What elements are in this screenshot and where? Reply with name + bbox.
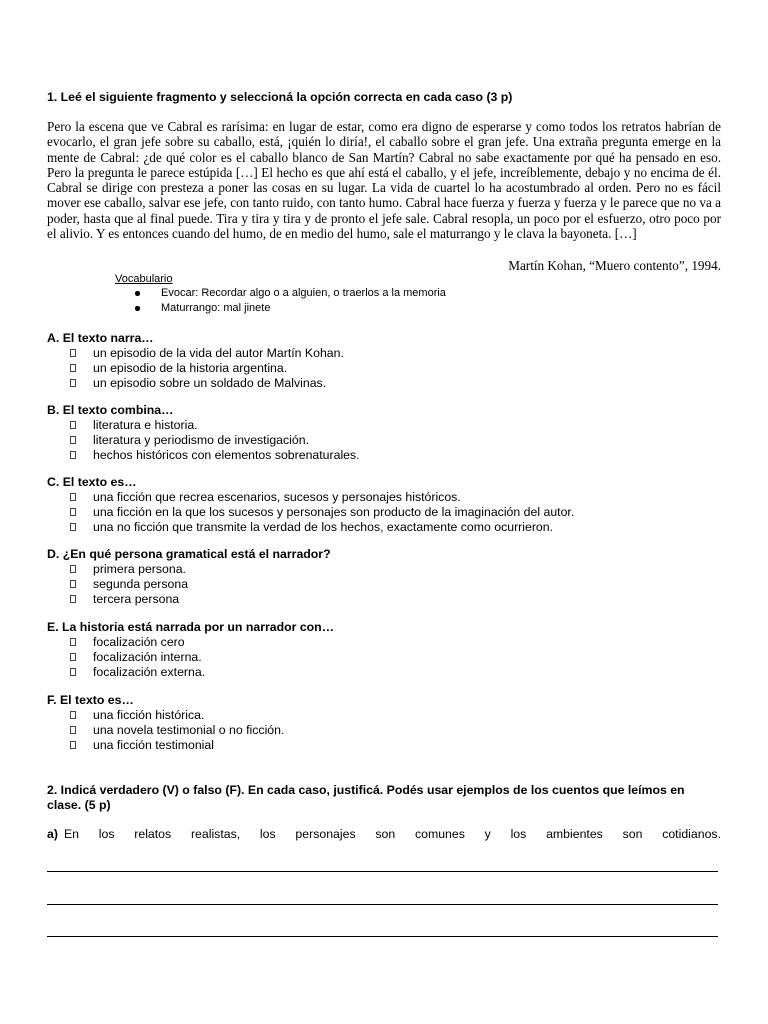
question-c — [47, 475, 721, 535]
option-checkbox[interactable]: segunda persona — [47, 577, 721, 592]
checkbox-icon[interactable] — [70, 580, 76, 588]
checkbox-icon[interactable] — [70, 379, 76, 387]
option-checkbox[interactable]: focalización cero — [47, 635, 721, 650]
bullet-icon — [135, 291, 140, 296]
checkbox-icon[interactable] — [70, 565, 76, 573]
option-checkbox[interactable]: focalización externa. — [47, 665, 721, 680]
option-checkbox[interactable]: una ficción testimonial — [47, 738, 721, 753]
checkbox-icon[interactable] — [70, 711, 76, 719]
statement-a-text: En los relatos realistas, los personajes son comunes y los ambientes son cotidianos. — [63, 827, 721, 841]
statement-a — [47, 827, 721, 842]
checkbox-icon[interactable] — [70, 741, 76, 749]
passage-attribution: Martín Kohan, “Muero contento”, 1994. — [508, 258, 721, 273]
option-checkbox[interactable]: un episodio de la historia argentina. — [47, 361, 721, 376]
vocabulary-item: Evocar: Recordar algo o a alguien, o traerlos a la memoria — [115, 286, 446, 301]
checkbox-icon[interactable] — [70, 668, 76, 676]
statement-a-label: a) — [47, 827, 58, 841]
question-2-title: 2. Indicá verdadero (V) o falso (F). En cada caso, justificá. Podés usar ejemplos de los cuentos que leímos en clase. (5 p) — [47, 783, 685, 812]
checkbox-icon[interactable] — [70, 726, 76, 734]
question-e-label: E. La historia está narrada por un narrador con… — [47, 620, 334, 634]
checkbox-icon[interactable] — [70, 653, 76, 661]
option-checkbox[interactable]: focalización interna. — [47, 650, 721, 665]
option-checkbox[interactable]: literatura e historia. — [47, 418, 721, 433]
question-d — [47, 547, 721, 607]
option-checkbox[interactable]: un episodio de la vida del autor Martín Kohan. — [47, 346, 721, 361]
option-checkbox[interactable]: una novela testimonial o no ficción. — [47, 723, 721, 738]
vocabulary-box — [115, 273, 446, 316]
checkbox-icon[interactable] — [70, 451, 76, 459]
option-checkbox[interactable]: hechos históricos con elementos sobrenaturales. — [47, 448, 721, 463]
bullet-icon — [135, 306, 140, 311]
question-f-label: F. El texto es… — [47, 693, 134, 707]
question-1-title: 1. Leé el siguiente fragmento y seleccioná la opción correcta en cada caso (3 p) — [47, 90, 513, 104]
vocabulary-title: Vocabulario — [115, 273, 173, 285]
question-a-label: A. El texto narra… — [47, 331, 154, 345]
question-b — [47, 403, 721, 463]
question-e — [47, 620, 721, 680]
vocabulary-item: Maturrango: mal jinete — [115, 301, 446, 316]
answer-line[interactable] — [47, 904, 718, 905]
answer-line[interactable] — [47, 936, 718, 937]
question-f — [47, 693, 721, 753]
option-checkbox[interactable]: una ficción que recrea escenarios, sucesos y personajes históricos. — [47, 490, 721, 505]
option-checkbox[interactable]: una ficción histórica. — [47, 708, 721, 723]
option-checkbox[interactable]: primera persona. — [47, 562, 721, 577]
checkbox-icon[interactable] — [70, 349, 76, 357]
checkbox-icon[interactable] — [70, 638, 76, 646]
option-checkbox[interactable]: una no ficción que transmite la verdad de los hechos, exactamente como ocurrieron. — [47, 520, 721, 535]
answer-line[interactable] — [47, 871, 718, 872]
option-checkbox[interactable]: literatura y periodismo de investigación. — [47, 433, 721, 448]
checkbox-icon[interactable] — [70, 436, 76, 444]
checkbox-icon[interactable] — [70, 595, 76, 603]
checkbox-icon[interactable] — [70, 421, 76, 429]
question-c-label: C. El texto es… — [47, 475, 137, 489]
checkbox-icon[interactable] — [70, 364, 76, 372]
checkbox-icon[interactable] — [70, 508, 76, 516]
question-b-label: B. El texto combina… — [47, 403, 174, 417]
question-a — [47, 331, 721, 391]
question-d-label: D. ¿En qué persona gramatical está el narrador? — [47, 547, 331, 561]
reading-passage: Pero la escena que ve Cabral es rarísima: en lugar de estar, como era digno de esperarse y como todos los retratos habrían de evocarlo, el gran jefe sobre su caballo, está, ¡quién lo diría!, el caballo sobre el gran jefe. Una extraña pregunta emerge en la mente de Cabral: ¿de qué color es el caballo blanco de San Martín? Cabral no sabe exactamente por qué ha pensado en eso. Pero la pregunta le parece estúpida […] El hecho es que ahí está el caballo, y el jefe, increíblemente, debajo y no encima de él. Cabral se dirige con presteza a poner las cosas en su lugar. La vida de cuartel lo ha acostumbrado al orden. Pero no es fácil mover ese caballo, salvar ese jefe, con tanto ruido, con tanto humo. Cabral hace fuerza y fuerza y fuerza y le parece que no va a poder, hasta que al final puede. Tira y tira y tira y de pronto el jefe sale. Cabral resopla, un poco por el esfuerzo, otro poco por el alivio. Y es entonces cuando del humo, de en medio del humo, sale el maturrango y le clava la bayoneta. […] — [47, 119, 721, 242]
checkbox-icon[interactable] — [70, 493, 76, 501]
option-checkbox[interactable]: tercera persona — [47, 592, 721, 607]
checkbox-icon[interactable] — [70, 523, 76, 531]
option-checkbox[interactable]: un episodio sobre un soldado de Malvinas. — [47, 376, 721, 391]
option-checkbox[interactable]: una ficción en la que los sucesos y personajes son producto de la imaginación del autor. — [47, 505, 721, 520]
